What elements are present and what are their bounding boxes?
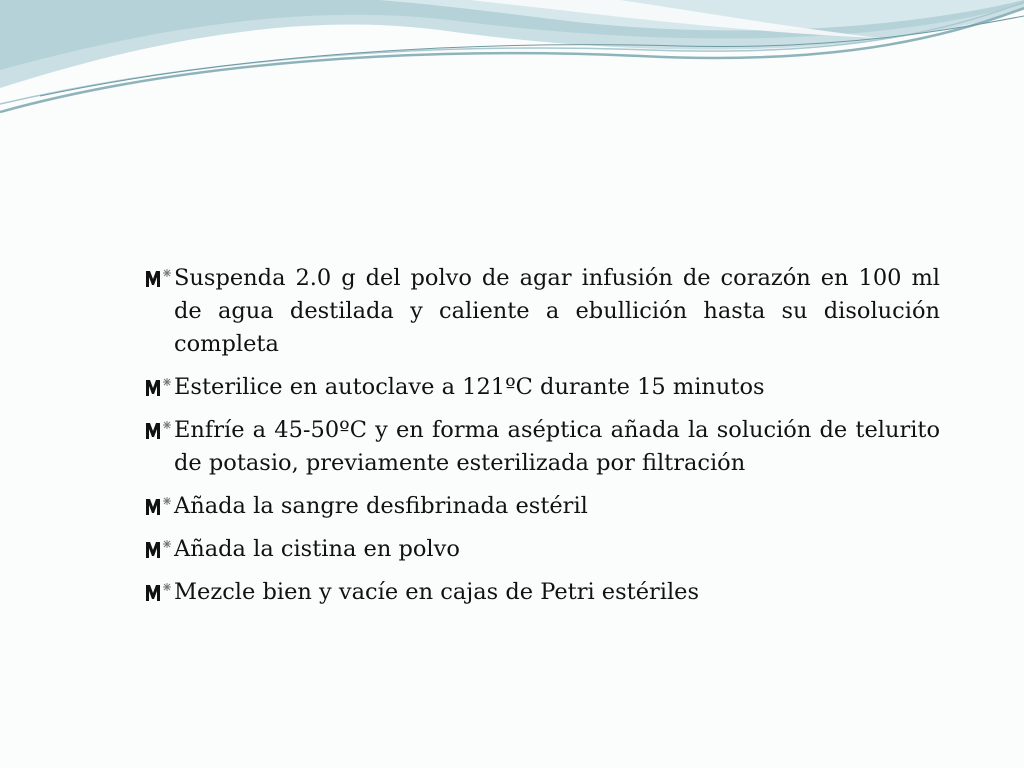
- list-item: [140, 262, 940, 361]
- list-item: [140, 576, 940, 609]
- bullet-text: Mezcle bien y vacíe en cajas de Petri estériles: [174, 579, 700, 605]
- list-item: [140, 371, 940, 404]
- sparkle-bullet-icon: [144, 267, 174, 289]
- sparkle-bullet-icon: [144, 581, 174, 603]
- bullet-text: Añada la cistina en polvo: [174, 536, 460, 562]
- instruction-list: [140, 262, 940, 619]
- sparkle-bullet-icon: [144, 538, 174, 560]
- bullet-text: Enfríe a 45-50ºC y en forma aséptica añada la solución de telurito de potasio, previamente esterilizada por filtración: [174, 417, 940, 476]
- bullet-text: Añada la sangre desfibrinada estéril: [174, 493, 588, 519]
- list-item: [140, 490, 940, 523]
- header-wave-decoration: [0, 0, 1024, 125]
- sparkle-bullet-icon: [144, 495, 174, 517]
- bullet-text: Esterilice en autoclave a 121ºC durante 15 minutos: [174, 374, 765, 400]
- sparkle-bullet-icon: [144, 419, 174, 441]
- sparkle-bullet-icon: [144, 376, 174, 398]
- list-item: [140, 533, 940, 566]
- bullet-text: Suspenda 2.0 g del polvo de agar infusión de corazón en 100 ml de agua destilada y caliente a ebullición hasta su disolución completa: [174, 265, 940, 357]
- list-item: [140, 414, 940, 480]
